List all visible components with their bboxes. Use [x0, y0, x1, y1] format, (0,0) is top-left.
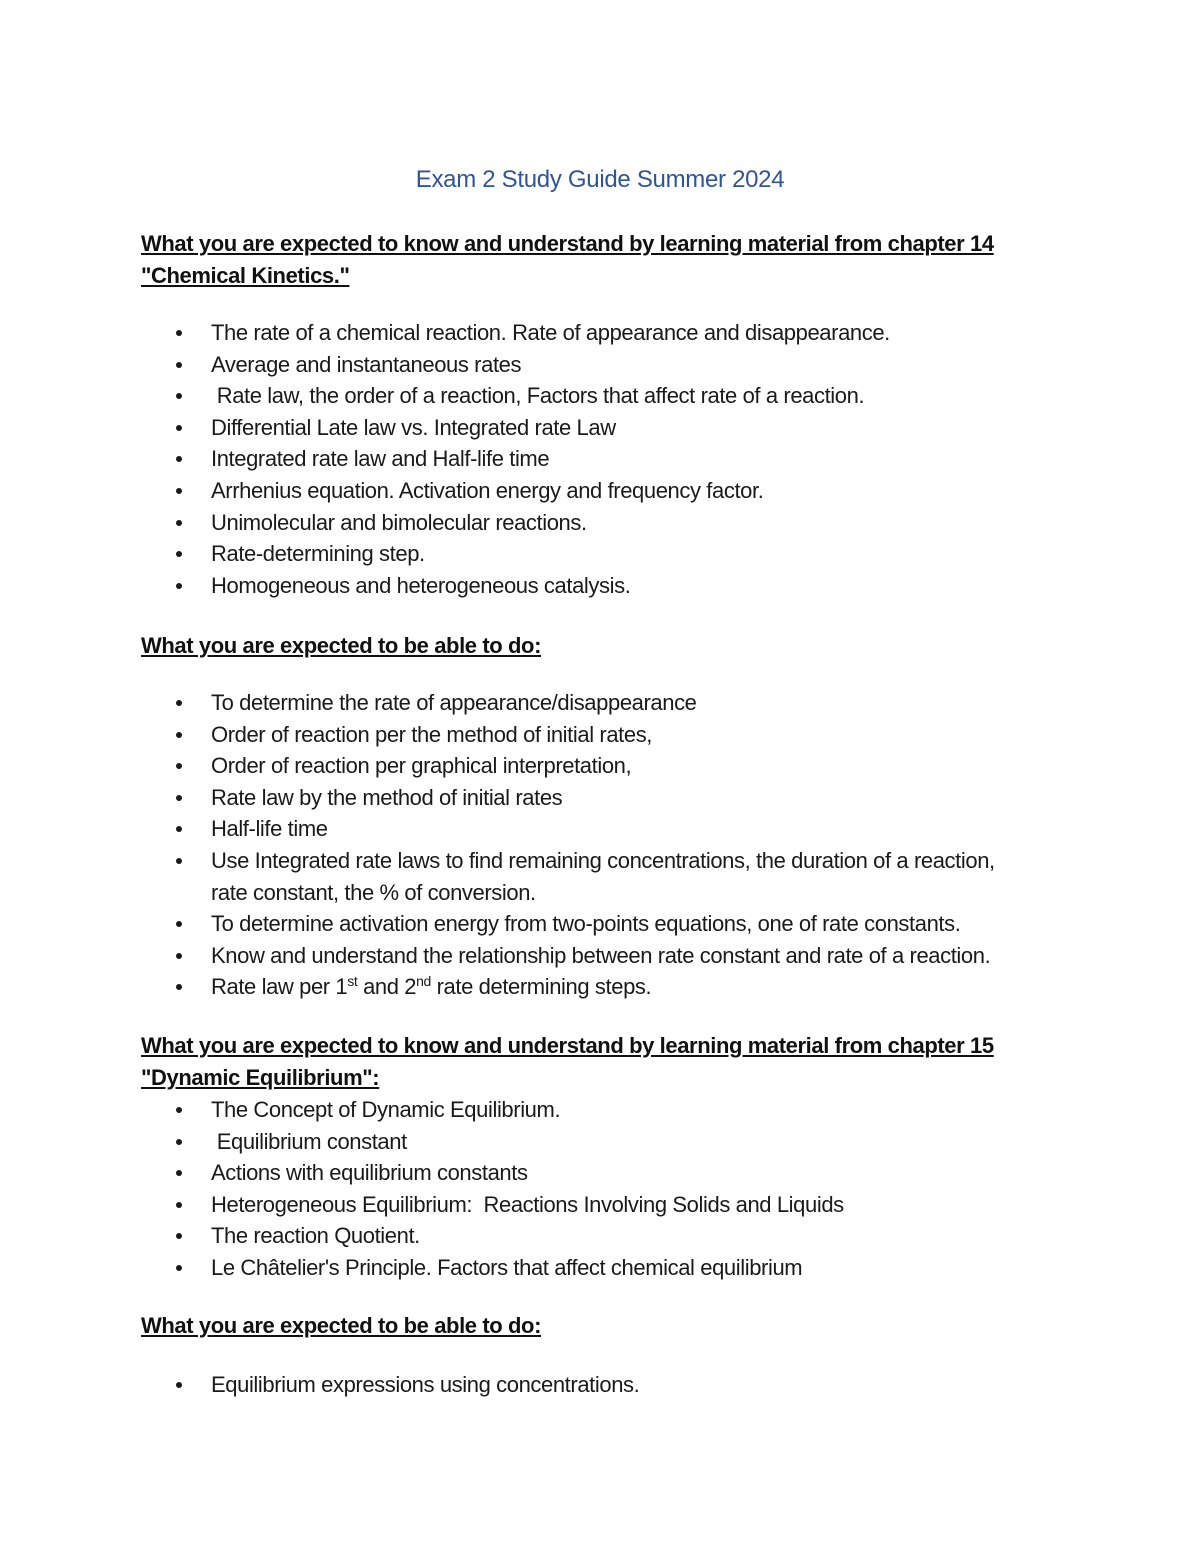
list-item: To determine the rate of appearance/disappearance [141, 687, 1081, 719]
bullet-icon [176, 583, 182, 589]
heading-line: "Dynamic Equilibrium": [141, 1065, 380, 1090]
list-item: Order of reaction per graphical interpretation, [141, 750, 1081, 782]
bullet-icon [176, 984, 182, 990]
list-item: The Concept of Dynamic Equilibrium. [141, 1094, 1081, 1126]
bullet-icon [176, 1139, 182, 1145]
bullet-icon [176, 1202, 182, 1208]
bullet-icon [176, 700, 182, 706]
kinetics-skills-list [141, 687, 1081, 1003]
list-item: Heterogeneous Equilibrium: Reactions Involving Solids and Liquids [141, 1189, 1081, 1221]
bullet-icon [176, 921, 182, 927]
bullet-icon [176, 763, 182, 769]
list-item: Rate law, the order of a reaction, Factors that affect rate of a reaction. [141, 380, 1081, 412]
list-item: Le Châtelier's Principle. Factors that affect chemical equilibrium [141, 1252, 1081, 1284]
section-heading-chapter-15 [141, 1030, 1081, 1094]
list-item: Rate law per 1st and 2nd rate determining steps. [141, 971, 1081, 1003]
bullet-icon [176, 795, 182, 801]
heading-line: "Chemical Kinetics." [141, 263, 350, 288]
bullet-icon [176, 551, 182, 557]
bullet-icon [176, 1170, 182, 1176]
equilibrium-skills-list [141, 1369, 1081, 1401]
bullet-icon [176, 826, 182, 832]
list-item: Order of reaction per the method of initial rates, [141, 719, 1081, 751]
document-title: Exam 2 Study Guide Summer 2024 [415, 166, 785, 193]
list-item: Equilibrium constant [141, 1126, 1081, 1158]
list-item: Rate-determining step. [141, 538, 1081, 570]
list-item: Integrated rate law and Half-life time [141, 443, 1081, 475]
list-item: Average and instantaneous rates [141, 349, 1081, 381]
bullet-icon [176, 330, 182, 336]
bullet-icon [176, 488, 182, 494]
list-item: Arrhenius equation. Activation energy and frequency factor. [141, 475, 1081, 507]
bullet-icon [176, 425, 182, 431]
bullet-icon [176, 456, 182, 462]
list-item: Half-life time [141, 813, 1081, 845]
bullet-icon [176, 520, 182, 526]
bullet-icon [176, 953, 182, 959]
list-item: Homogeneous and heterogeneous catalysis. [141, 570, 1081, 602]
bullet-icon [176, 1107, 182, 1113]
list-item: The rate of a chemical reaction. Rate of appearance and disappearance. [141, 317, 1081, 349]
list-item: Use Integrated rate laws to find remaining concentrations, the duration of a reaction, rate constant, the % of conversion. [141, 845, 1081, 908]
bullet-icon [176, 732, 182, 738]
kinetics-topics-list [141, 317, 1081, 601]
list-item: Differential Late law vs. Integrated rate Law [141, 412, 1081, 444]
list-item: To determine activation energy from two-points equations, one of rate constants. [141, 908, 1081, 940]
equilibrium-topics-list [141, 1094, 1081, 1284]
bullet-icon [176, 858, 182, 864]
heading-line: What you are expected to know and understand by learning material from chapter 14 [141, 231, 994, 256]
list-item: Equilibrium expressions using concentrations. [141, 1369, 1081, 1401]
section-heading-chapter-14 [141, 228, 1081, 292]
list-item: Know and understand the relationship between rate constant and rate of a reaction. [141, 940, 1081, 972]
bullet-icon [176, 1265, 182, 1271]
heading-line: What you are expected to be able to do: [141, 633, 542, 658]
bullet-icon [176, 362, 182, 368]
list-item: Unimolecular and bimolecular reactions. [141, 507, 1081, 539]
bullet-icon [176, 1233, 182, 1239]
list-item: Rate law by the method of initial rates [141, 782, 1081, 814]
list-item: Actions with equilibrium constants [141, 1157, 1081, 1189]
section-heading-able-to-do-2 [141, 1310, 1081, 1342]
section-heading-able-to-do-1 [141, 630, 1081, 662]
heading-line: What you are expected to be able to do: [141, 1313, 542, 1338]
list-item: The reaction Quotient. [141, 1220, 1081, 1252]
heading-line: What you are expected to know and understand by learning material from chapter 15 [141, 1033, 994, 1058]
bullet-icon [176, 393, 182, 399]
bullet-icon [176, 1382, 182, 1388]
